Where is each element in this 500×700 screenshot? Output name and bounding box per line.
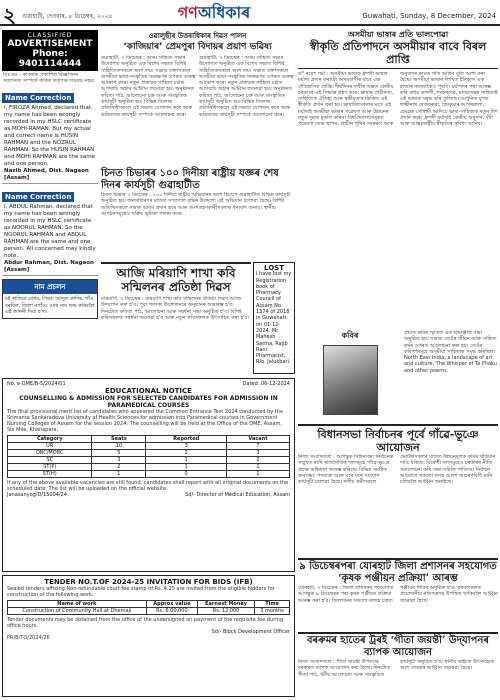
notice-tag: Name Correction [2,192,74,202]
table-cell: UR [8,443,92,450]
date-left: গুৱাহাটী, দেওবাৰ, ৮ ডিচেম্বৰ, ২০২৪ [22,13,113,20]
notice-para: The final provisional merit list of candidates who appeared the Common Entrance Test 2024 conducted by the Srimanta Sankaradeva University of Health Sciences for admission into Paramedical courses in Government Nursing Colleges of Assam for the session 2024. The counselling will be held at the Office of the DME, Assam, Six Mile, Khanapara. [7,409,284,433]
table-cell: 2 [146,450,227,457]
table-row [8,608,290,615]
table-cell: ST(P) [8,464,92,471]
table-row [8,457,290,464]
top-story-headline: ‘কাজিয়াৰ’ প্ৰেমপুৰা বিদায়ৰ প্ৰয়াণ ভৱিষ্য [123,42,272,52]
table-cell: OBC/MOBC [8,450,92,457]
notice-signature: Abdur Rahman, Dist. Nagaon [Assam] [4,260,94,273]
farmer-body: যোৰহাট, ৭ ডিচেম্বৰ : জিলা প্ৰশাসনৰ সহযোগত আগন্তুক ৯ ডিচেম্বৰৰ পৰা কৃষক পঞ্জীয়ন প্ৰক্ৰিয়া আৰম্ভ কৰা হ'ব। জিলাখনৰ সকলো ৰাজহ চক্ৰত পঞ্জীয়ন শিবিৰ অনুষ্ঠিত হ'ব। কৃষকসকলক প্ৰয়োজনীয় নথিপত্ৰসহ উপস্থিত থাকিবলৈ আহ্বান জনোৱা হৈছে। [298,585,498,604]
table-cell: 3 [92,457,146,464]
table-cell: ST(H) [8,471,92,478]
seat-table [7,435,290,478]
lost-body: I have lost my Registration book of Pharmacy Council of Assam No. 1374 of 2018 in Guwahati on 01-12-2024. Mr. Mahesh Sarma, Rajib Rani Pharmacist, R/o. Jalukbari. [256,271,292,366]
table-header: Vacant [226,436,289,443]
notice-number: No. e-DME/B-5/2024/01 [7,381,66,387]
table-cell: 1 [92,471,146,478]
lost-title: LOST [264,264,284,272]
lost-notice [253,262,295,374]
table-header: Earnest Money [198,601,255,608]
table-header-row [8,601,290,608]
table-cell: 1 [226,471,289,478]
table-cell: Construction of Community Hall at Dhemaji [8,608,147,615]
top-story-body: গুৱাহাটী, ৭ ডিচেম্বৰ : অসম সাহিত্য সভাৰ উদ্যোগত অনুষ্ঠিত এক বিশেষ সভাত বিশিষ্ট সাহিত্যিকসকলে অংশ লয়। সভাত বক্তাসকলে অসমীয়া ভাষা-সংস্কৃতিৰ সংৰক্ষণৰ ওপৰত গুৰুত্ব আৰোপ কৰে। নতুন প্ৰজন্মক সাহিত্য চৰ্চাত আগবাঢ়ি অহাৰ আহ্বান জনোৱা হয়। অনুষ্ঠানত কবিতা পাঠ, আলোচনা চক্ৰ আৰু সাংস্কৃতিক কাৰ্যসূচী অনুষ্ঠিত হয়। বিভিন্ন জিলাৰ প্ৰতিনিধিসকলে এই সভাত যোগদান কৰে আৰু ভৱিষ্যতৰ কাৰ্যসূচী সম্পৰ্কে আলোচনা কৰে। [101,55,196,118]
classified-banner [2,30,98,71]
right-top-body: ড° ৰমেশ শৰ্মা : অসমীয়া ভাষাক ধ্ৰুপদী ভাষাৰ মৰ্যাদা প্ৰদান কৰাটো অসমবাসীৰ বাবে এক ঐতিহাসিক প্ৰাপ্তি। দীৰ্ঘদিনৰ দাবীৰ অন্তত কেন্দ্ৰীয় চৰকাৰে এই সিদ্ধান্ত গ্ৰহণ কৰে। ভাষাৰ প্ৰাচীনতা, সাহিত্যিক ঐতিহ্য আৰু স্বকীয়তাৰ ভিত্তিত এই স্বীকৃতি প্ৰদান কৰা হয়। ভাষাবিদসকলৰ মতে এই মৰ্যাদাই অসমীয়া ভাষাৰ গৱেষণা আৰু উন্নয়নৰ নতুন দুৱাৰ মুকলি কৰিব। বিশ্ববিদ্যালয়সমূহত গৱেষণা কেন্দ্ৰ স্থাপন, প্ৰাচীন পুথিৰ সংৰক্ষণ আৰু অনুবাদৰ কামত গতি আহিব বুলি আশা কৰা হৈছে। অসমীয়া ভাষাৰ লিখিত ইতিহাস এক হাজাৰ বছৰতকৈও পুৰণি। চৰ্যাপদৰ পৰা আৰম্ভ কৰি মাধৱ কন্দলী, শংকৰদেৱ, মাধৱদেৱৰ সাহিত্যই এই ভাষাক সমৃদ্ধ কৰি তুলিছে। আধুনিক যুগত লক্ষ্মীনাথ বেজবৰুৱা, চন্দ্ৰকুমাৰ আগৰৱালা, হেমচন্দ্ৰ গোস্বামী আদিয়ে ভাষা-সাহিত্যক নতুন দিশ প্ৰদান কৰে। ধ্ৰুপদী মৰ্যাদাই কেন্দ্ৰীয় অনুদান, বঁটা আৰু আন্তঃৰাষ্ট্ৰীয় স্বীকৃতিৰ সুবিধা আনিব। [298,71,498,128]
table-cell: 3 [146,443,227,450]
notice-signature: Nazib Ahmed, Dist. Nagaon [Assam] [4,168,89,181]
classified-note: বিঃ দ্ৰঃ - কাকতত প্ৰকাশিত বিজ্ঞাপনৰ সত্যাসত্য সম্পৰ্কে কাকত কৰ্তৃপক্ষ দায়বদ্ধ নহয়। [3,72,95,84]
page-header [0,0,500,26]
table-cell: 1 [146,464,227,471]
tender-title: TENDER NO.T.OF 2024-25 INVITATION FOR BIDS (IFB) [44,578,253,586]
name-notice-head: নাম প্ৰচলন [3,280,97,294]
name-notice-box [2,279,98,319]
table-row [8,443,290,450]
tender-para: Tender documents may be obtained from the office of the undersigned on payment of the requisite fee during office hours. [7,617,283,629]
table-cell: 2 [226,457,289,464]
mid-story-headline: চিনত চিভাৰৰ ১০০ দিনীয়া ৰাষ্ট্ৰীয় যজ্ঞৰ শেষ দিনৰ কাৰ্যসূচী গুৱাহাটীত [101,168,279,191]
gita-story [298,632,498,698]
table-header: Approx value [146,601,197,608]
masthead-part1: গণ [177,3,198,22]
ajhi-story-body: মৰিয়াণি, ৭ ডিচেম্বৰ : মৰিয়াণি শাখা কবি সন্মিলনৰ প্ৰতিষ্ঠা দিৱস আজি উদযাপন কৰা হ'ব। পুৱা পতাকা উত্তোলনৰে অনুষ্ঠানৰ শুভাৰম্ভ হ'ব। দিনটোত কবিতা পাঠ, আলোচনা আৰু সম্বৰ্ধনা সভা অনুষ্ঠিত হ'ব। বিশিষ্ট কবিসকলক সম্বৰ্ধনা জনোৱা হ'ব আৰু নতুন কবিসকলক উৎসাহিত কৰা হ'ব। [101,296,250,321]
notice-subtitle: COUNSELLING & ADMISSION FOR SELECTED CANDIDATES FOR ADMISSION IN PARAMEDICAL COURSES [19,395,278,409]
tender-para: Sealed tenders affixing Non-refundable court fee stamp of Rs. 4.25 are invited from the eligible bidders for construction of the following work. [7,586,275,598]
gita-body: নিজা সংবাদদাতা : গীতা জয়ন্তী উপলক্ষে বৰৰুমত ব্যাপক আয়োজন কৰা হৈছে। দিনটোত গীতা পাঠ, ধৰ্মীয় আলোচনা আৰু সাংস্কৃতিক কাৰ্যসূচী অনুষ্ঠিত হ'ব। স্থানীয় ৰাইজে উৎসাহেৰে অংশ লোৱাৰ আহ্বান জনোৱা হৈছে। [298,659,494,678]
classified-phone: Phone: 9401114444 [18,49,82,69]
table-cell: Rs. 6,00,000 [146,608,197,615]
masthead-part2: অধিকাৰ [197,3,251,22]
top-story-columns [101,55,294,160]
right-top-headline: স্বীকৃতি প্ৰতিপাদনে অসমীয়াৰ বাবে বিৰল প্ৰাপ্তি [298,40,498,69]
obituary-body: প্ৰয়াত কবিৰ স্মৃতিত এক শ্ৰদ্ধাঞ্জলি সভা অনুষ্ঠিত হয়। সভাত তেওঁৰ জীৱন আৰু সাহিত্য কৰ্মৰ ওপৰত আলোচনা কৰা হয়। তেওঁৰ কবিতাসমূহে অসমীয়া সাহিত্যক সমৃদ্ধ কৰিছিল। North East India, a landscape of art and culture, The Whisper of Ta Phaku and other poems. [404,330,497,374]
tender-ref: PR/B/TO/2024/26 [7,635,50,641]
top-story-kicker: ওৱালুছীৰ উত্তৰাধিকাৰ দিৱস পালন [148,32,247,40]
ajhi-story-headline: আজি মৰিয়াণি শাখা কবি সন্মিলনৰ প্ৰতিষ্ঠা দিৱস [101,262,251,294]
gita-headline: বৰৰুমৰ হাতেৰ ট্ৰৰই ‘গীতা জয়ন্তী’ উদ্‌যাপনৰ ব্যাপক আয়োজন [298,632,498,659]
table-cell: 1 [226,464,289,471]
obituary [298,330,402,420]
right-top-kicker: অসমীয়া ভাষাৰ প্ৰতি ভালপোৱা [347,30,449,39]
table-header: Name of work [8,601,147,608]
table-header: Reported [146,436,227,443]
table-cell: SC [8,457,92,464]
table-header: Time [255,601,290,608]
table-cell: 1 [146,457,227,464]
top-story-body: গুৱাহাটী, ৭ ডিচেম্বৰ : অসম সাহিত্য সভাৰ উদ্যোগত অনুষ্ঠিত এক বিশেষ সভাত বিশিষ্ট সাহিত্যিকসকলে অংশ লয়। সভাত বক্তাসকলে অসমীয়া ভাষা-সংস্কৃতিৰ সংৰক্ষণৰ ওপৰত গুৰুত্ব আৰোপ কৰে। নতুন প্ৰজন্মক সাহিত্য চৰ্চাত আগবাঢ়ি অহাৰ আহ্বান জনোৱা হয়। অনুষ্ঠানত কবিতা পাঠ, আলোচনা চক্ৰ আৰু সাংস্কৃতিক কাৰ্যসূচী অনুষ্ঠিত হয়। বিভিন্ন জিলাৰ প্ৰতিনিধিসকলে এই সভাত যোগদান কৰে আৰু ভৱিষ্যতৰ কাৰ্যসূচী সম্পৰ্কে আলোচনা কৰে। [199,55,294,118]
notice-ref: Janasanyog/D/15004/24 [7,492,67,498]
table-row [8,464,290,471]
notice-para: If any of the above available vacancies are still found, candidates shall report with all original documents on the scheduled date. The list will be uploaded on the official website. [7,480,289,492]
table-cell: Rs. 12,000 [198,608,255,615]
election-headline: বিধানসভা নিৰ্বাচনৰ পূৰ্বে গাঁৱে-ভূঞে আয়োজন [298,424,498,454]
poet-photo [323,345,378,415]
table-header: Category [8,436,92,443]
notice-footer [7,492,290,498]
table-header: Seats [92,436,146,443]
page-number: ২ [3,3,17,27]
mid-story [101,168,294,258]
table-cell: 3 [226,450,289,457]
notice-body: I, FIROZA Ahmed, declared that my name has been wrongly recorded in my HSLC certificate as MOHI-RAMAN. But my actual and correct name is HUSIN RAHMAN and the NOZRUL RAHMAN. So the HUSIN RAHMAN and MOHI RAHMAN are the same and one person. [4,105,95,167]
notice-date: Dated: 06-12-2024 [242,381,290,387]
notice-title: EDUCATIONAL NOTICE [105,387,192,395]
notice-tag: Name Correction [2,93,74,103]
table-row [8,450,290,457]
top-story [101,30,294,165]
table-row [8,471,290,478]
farmer-story [298,558,498,630]
table-header-row [8,436,290,443]
tender-signature: Sd/- Block Development Officer [211,629,290,635]
notice-text [2,203,98,276]
table-cell: 3 months [255,608,290,615]
notice-text [2,104,98,184]
farmer-headline: ৯ ডিচেম্বৰপৰা যোৰহাট জিলা প্ৰশাসনৰ সহযোগত ‘কৃষক পঞ্জীয়ন প্ৰক্ৰিয়া’ আৰম্ভ [298,558,498,585]
election-story [298,424,498,554]
table-cell: 2 [92,464,146,471]
notice-body: I, ABDUL Rahman, declared that my name has been wrongly recorded in my HSLC certificate as NOORUL RAHMAN. So the NOORUL RAHMAN and ABDUL RAHMAN are the same and one person. All concerned may kindly note. [4,204,96,259]
obituary-tag: কবিৰ [341,331,359,340]
name-notice-body: মই ৰাজিয়া বেগম, পিতা: আব্দুল কাদিৰ, গাঁও বৰবিল, জিলা নগাঁও। মোৰ নাম শুদ্ধ কৰিবলৈ এই জাননী দিয়া হ'ল। [5,296,95,315]
tender-invitation [2,575,295,697]
educational-notice [2,378,295,572]
table-cell: 10 [92,443,146,450]
ajhi-story [101,262,251,377]
notice-signature: Sd/- Director of Medical Education, Assam [185,492,290,498]
table-cell: 5 [92,450,146,457]
election-body: নিজা সংবাদদাতা : আগন্তুক বিধানসভা নিৰ্বাচনক সন্মুখত ৰাখি ৰাজনৈতিক দলসমূহে গাঁৱে-ভূঞে প্ৰচাৰ অভিযান আৰম্ভ কৰিছে। বিভিন্ন সমষ্টিত জনসভা, পদযাত্ৰা আৰু ঘৰে ঘৰে সংযোগ কাৰ্যসূচী চলোৱা হৈছে। দলীয় কৰ্মীসকলে ভোটাৰসকলৰ মাজত উন্নয়নমূলক কাৰ্যৰ খতিয়ান দাঙি ধৰিছে। বিৰোধী দলসমূহেও চৰকাৰৰ নীতি সমালোচনা কৰি সভা-সমিতি পাতিছে। নিৰ্বাচন আয়োগে সকলো দলক আদৰ্শ আচৰণবিধি মানি চলিবলৈ আহ্বান জনাইছে। [298,454,496,486]
table-cell: 0 [146,471,227,478]
tender-table [7,600,290,615]
date-right: Guwahati, Sunday, 8 December, 2024 [362,12,496,20]
classified-title: ADVERTISEMENT [7,39,93,49]
mid-story-body: চিনত চিভাৰ ৭ ডিচেম্বৰ : ১০০ দিনীয়া ৰাষ্ট্ৰীয় অভিযানৰ অংশ হিচাপে গুৱাহাটীত বিভিন্ন কাৰ্যসূচী অনুষ্ঠিত হয়। জনসাধাৰণৰ মাজত সজাগতা বৃদ্ধিৰ উদ্দেশ্যে এই অভিযান চলোৱা হৈছে। বিশিষ্ট অতিথিসকলে সভাত ভাষণ প্ৰদান কৰে আৰু অংশগ্ৰহণকাৰীসকলক ধন্যবাদ জনায়। স্থানীয় সংগঠনসমূহেও সক্ৰিয় ভূমিকা পালন কৰে। [101,192,291,217]
classified-label: CLASSIFIED [27,32,73,39]
masthead-logo [168,0,260,24]
table-cell: 7 [226,443,289,450]
right-top-story [298,30,498,325]
